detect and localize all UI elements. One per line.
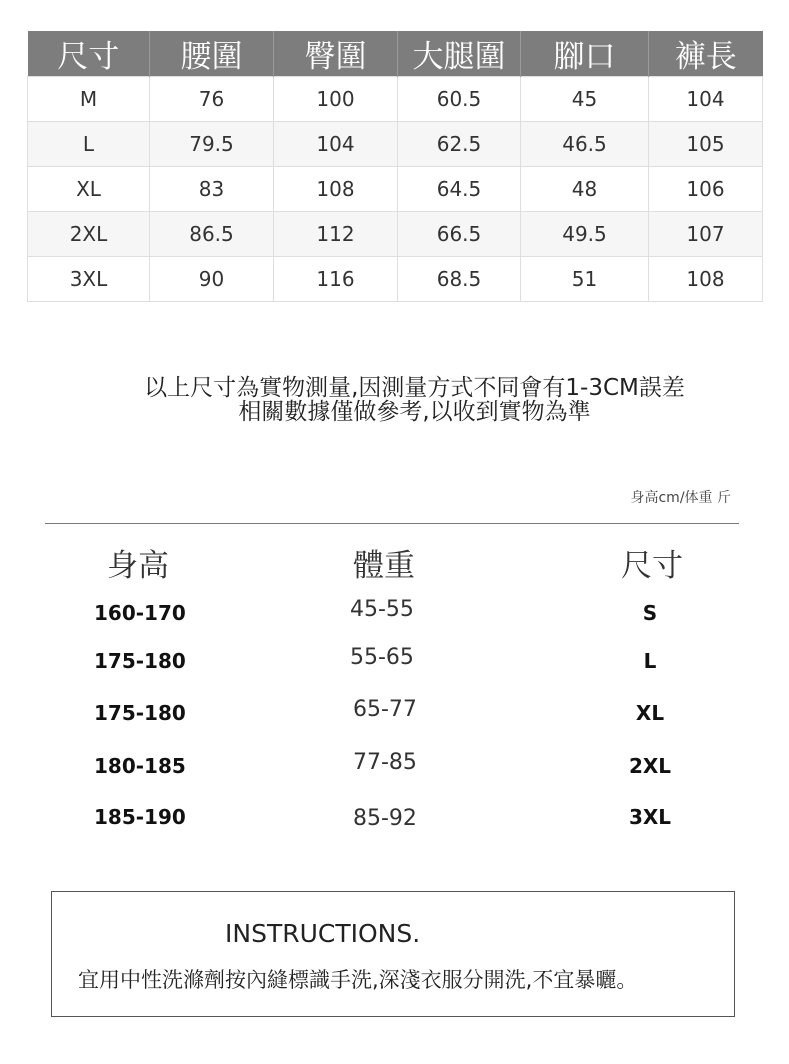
hw-size: 2XL [628, 754, 672, 778]
table-cell: 106 [649, 167, 763, 212]
table-cell: 90 [150, 257, 274, 302]
table-cell: 51 [521, 257, 649, 302]
hw-height: 160-170 [94, 601, 186, 625]
header-hip: 臀圍 [274, 31, 398, 77]
instructions-text: 宜用中性洗滌劑按內縫標識手洗,深淺衣服分開洗,不宜暴曬。 [78, 968, 638, 992]
hw-height: 185-190 [94, 805, 186, 829]
list-item [0, 750, 789, 780]
measurement-note-line-1: 以上尺寸為實物測量,因測量方式不同會有1-3CM誤差 [144, 375, 685, 401]
header-waist: 腰圍 [150, 31, 274, 77]
list-item [0, 803, 789, 833]
divider [45, 523, 739, 524]
table-cell: 112 [274, 212, 398, 257]
table-cell: XL [28, 167, 150, 212]
table-cell: 107 [649, 212, 763, 257]
measurement-note-line-2: 相關數據僅做參考,以收到實物為準 [238, 399, 591, 425]
header-size: 尺寸 [28, 31, 150, 77]
table-cell: 46.5 [521, 122, 649, 167]
hw-size: L [643, 649, 657, 673]
table-cell: 48 [521, 167, 649, 212]
table-cell: 60.5 [398, 77, 521, 122]
hw-weight: 45-55 [350, 597, 414, 622]
table-cell: 66.5 [398, 212, 521, 257]
hw-height: 180-185 [94, 754, 186, 778]
instructions-title: INSTRUCTIONS. [225, 919, 421, 948]
table-cell: 105 [649, 122, 763, 167]
hw-header-height: 身高 [107, 548, 169, 584]
table-cell: 45 [521, 77, 649, 122]
table-cell: 3XL [28, 257, 150, 302]
table-cell: 100 [274, 77, 398, 122]
table-cell: 108 [274, 167, 398, 212]
table-cell: 64.5 [398, 167, 521, 212]
table-cell: 104 [274, 122, 398, 167]
header-leg-opening: 腳口 [521, 31, 649, 77]
hw-size: 3XL [628, 805, 672, 829]
table-cell: 83 [150, 167, 274, 212]
hw-height: 175-180 [94, 649, 186, 673]
hw-weight: 85-92 [353, 806, 417, 831]
table-cell: L [28, 122, 150, 167]
hw-header-size: 尺寸 [621, 548, 683, 584]
list-item [0, 597, 789, 627]
table-row [28, 257, 763, 302]
hw-height: 175-180 [94, 701, 186, 725]
table-cell: 62.5 [398, 122, 521, 167]
hw-size: XL [635, 701, 665, 725]
header-thigh: 大腿圍 [398, 31, 521, 77]
table-cell: 104 [649, 77, 763, 122]
hw-weight: 77-85 [353, 750, 417, 775]
table-cell: 49.5 [521, 212, 649, 257]
table-cell: 68.5 [398, 257, 521, 302]
table-cell: 116 [274, 257, 398, 302]
hw-size: S [642, 601, 658, 625]
list-item [0, 697, 789, 727]
size-table [27, 31, 763, 302]
table-cell: 86.5 [150, 212, 274, 257]
hw-weight: 55-65 [350, 645, 414, 670]
table-row [28, 212, 763, 257]
size-table-header [28, 31, 763, 77]
table-cell: 108 [649, 257, 763, 302]
hw-weight: 65-77 [353, 697, 417, 722]
table-cell: 2XL [28, 212, 150, 257]
table-row [28, 167, 763, 212]
table-row [28, 122, 763, 167]
list-item [0, 645, 789, 675]
unit-hint: 身高cm/体重 斤 [630, 490, 731, 506]
table-cell: 76 [150, 77, 274, 122]
hw-header-weight: 體重 [353, 548, 415, 584]
table-row [28, 77, 763, 122]
instructions-box [51, 891, 735, 1017]
table-cell: M [28, 77, 150, 122]
table-cell: 79.5 [150, 122, 274, 167]
header-length: 褲長 [649, 31, 763, 77]
